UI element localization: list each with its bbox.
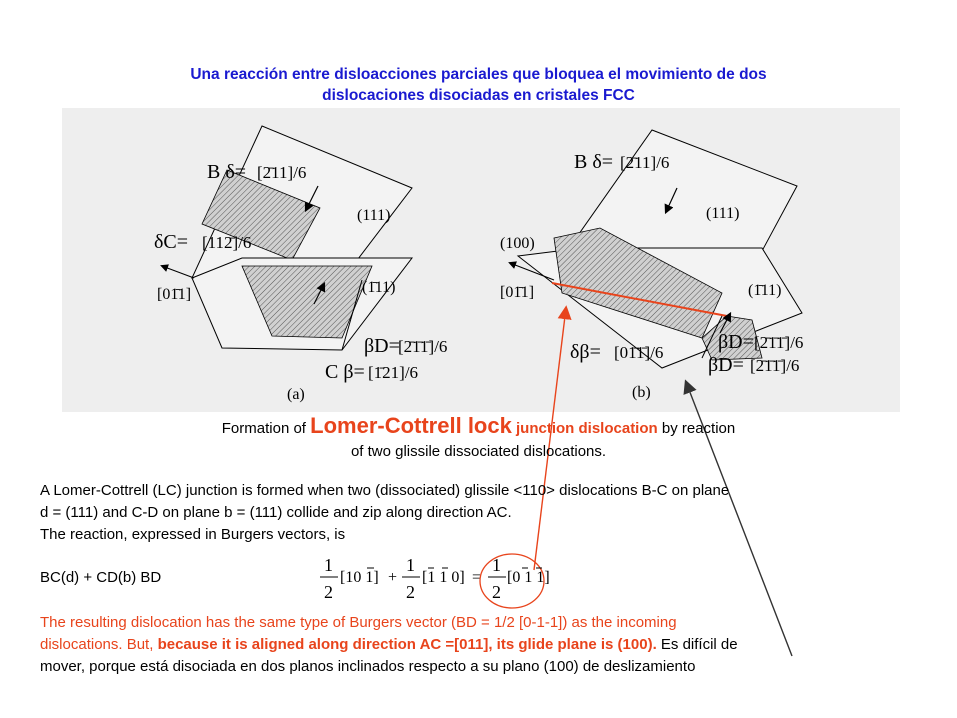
a-upper-vector: [2̄11]/6 <box>257 163 307 182</box>
b-lock-plane: (100) <box>500 235 535 252</box>
a-lower-right-vector: [2̄1̄1̄]/6 <box>398 337 448 356</box>
a-upper-plane: (111) <box>357 207 391 224</box>
conclusion-part-2: dislocations. But, <box>40 636 158 653</box>
body-text <box>40 480 920 546</box>
eq-plus: + <box>388 569 398 586</box>
b-upper-plane: (111) <box>706 205 740 222</box>
eq-term-2: [1 1 0] <box>422 569 465 586</box>
reaction-text: BC(d) + CD(b) BD <box>40 569 162 586</box>
eq-numerator-3: 1 <box>492 555 501 575</box>
caption-highlight: Lomer-Cottrell lock <box>310 413 512 438</box>
eq-term-1: [10 1] <box>340 569 379 586</box>
caption-mid: junction dislocation <box>511 420 658 437</box>
a-direction: [01̄1] <box>157 286 192 303</box>
conclusion-part-4: Es difícil de <box>656 636 738 653</box>
a-lower-plane: (1̄11) <box>362 279 396 296</box>
eq-numerator-1: 1 <box>324 555 333 575</box>
b-lower-plane: (1̄11) <box>748 282 782 299</box>
caption-post: by reaction <box>657 420 736 437</box>
b-second-vector: [2̄1̄1̄]/6 <box>750 356 800 375</box>
caption-pre: Formation of <box>221 420 311 437</box>
b-bottom-prefix: δβ= <box>570 341 601 363</box>
a-lower-right-prefix: βD= <box>364 335 400 357</box>
title-line-1: Una reacción entre disloacciones parciales que bloquea el movimiento de dos <box>190 66 767 83</box>
a-upper-prefix: B δ= <box>207 161 247 183</box>
b-lower-right-prefix: βD= <box>718 331 754 353</box>
a-bottom-prefix: C β= <box>325 361 365 383</box>
figure-caption <box>100 414 857 463</box>
b-upper-prefix: B δ= <box>574 151 614 173</box>
title-line-2: dislocaciones disociadas en cristales FCC <box>322 87 635 104</box>
a-left-vector: [112̄]/6 <box>202 233 252 252</box>
b-lower-right-vector: [2̄1̄1̄]/6 <box>754 333 804 352</box>
body-line-3: The reaction, expressed in Burgers vectors, is <box>40 526 346 543</box>
a-left-prefix: δC= <box>154 231 189 253</box>
b-second-prefix: βD= <box>708 354 744 376</box>
eq-equals: = <box>472 569 482 586</box>
conclusion-part-3: because it is aligned along direction AC =[011], its glide plane is (100). <box>157 636 657 653</box>
panel-b-label: (b) <box>632 384 651 401</box>
b-upper-vector: [2̄11]/6 <box>620 153 670 172</box>
conclusion-text <box>40 612 930 678</box>
caption-line-2: of two glissile dissociated dislocations. <box>350 443 607 460</box>
b-bottom-vector: [01̄1̄]/6 <box>614 343 664 362</box>
eq-numerator-2: 1 <box>406 555 415 575</box>
eq-result: [0 1 1] <box>507 569 550 586</box>
burgers-equation <box>312 551 582 611</box>
eq-denominator-1: 2 <box>324 582 333 602</box>
body-line-2: d = (111) and C-D on plane b = (111) collide and zip along direction AC. <box>40 504 512 521</box>
conclusion-part-5: mover, porque está disociada en dos planos inclinados respecto a su plano (100) de deslizamiento <box>40 658 696 675</box>
b-direction: [01̄1] <box>500 284 535 301</box>
eq-denominator-2: 2 <box>406 582 415 602</box>
conclusion-part-1: The resulting dislocation has the same type of Burgers vector (BD = 1/2 [0-1-1]) as the incoming <box>40 614 677 631</box>
eq-denominator-3: 2 <box>492 582 501 602</box>
panel-a-label: (a) <box>287 386 305 403</box>
body-line-1: A Lomer-Cottrell (LC) junction is formed when two (dissociated) glissile <110> dislocations B-C on plane <box>40 482 730 499</box>
a-bottom-vector: [1̄21]/6 <box>368 363 419 382</box>
